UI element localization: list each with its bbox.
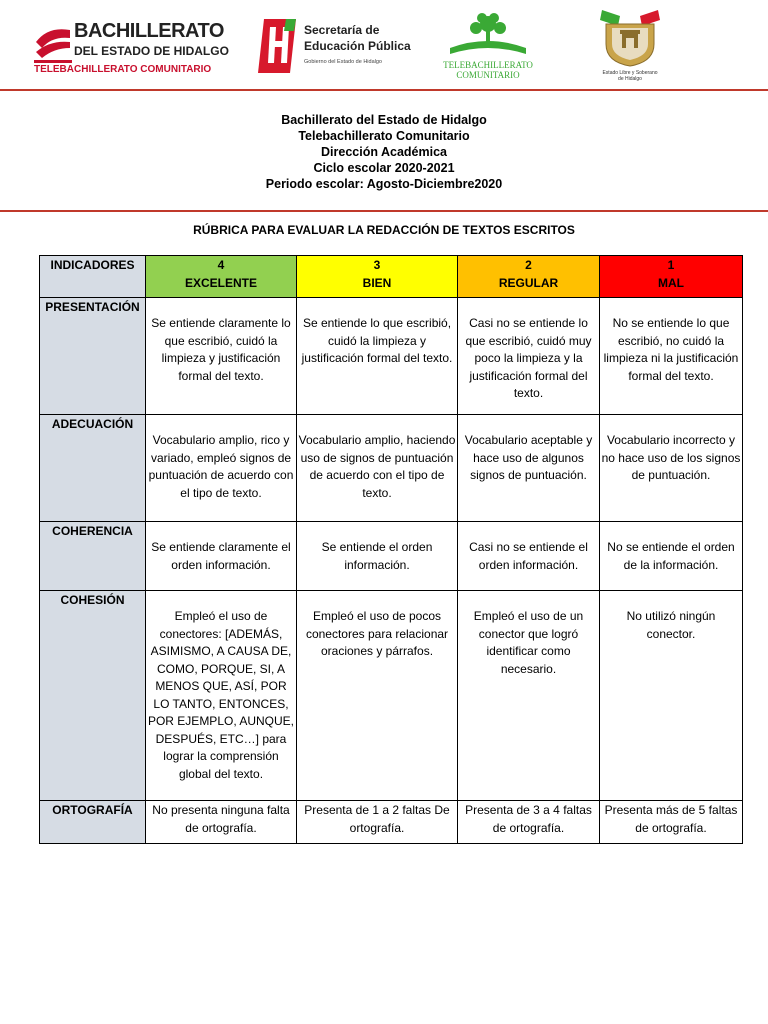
indicator-coherencia: COHERENCIA [40, 522, 146, 591]
criterion-text: Casi no se entiende lo que escribió, cuidó muy poco la limpieza y la justificación formal del texto. [465, 316, 592, 400]
indicator-adecuacion: ADECUACIÓN [40, 415, 146, 522]
header-line-subsystem: Telebachillerato Comunitario [298, 129, 470, 143]
tbc-line1: TELEBACHILLERATO [443, 60, 533, 70]
bachillerato-line3: TELEBACHILLERATO COMUNITARIO [34, 64, 212, 75]
sep-h-emblem-icon [256, 17, 298, 75]
escudo-caption1: Estado Libre y Soberano [602, 70, 658, 76]
criterion-cell [146, 801, 297, 844]
criterion-text: Empleó el uso de un conector que logró identificar como necesario. [473, 609, 584, 676]
criterion-cell [600, 591, 743, 801]
header-divider-top [0, 89, 768, 91]
rubric-table [39, 255, 743, 844]
rubric-row-cohesion [40, 591, 743, 801]
indicator-ortografia: ORTOGRAFÍA [40, 801, 146, 844]
coat-of-arms-icon [592, 6, 668, 68]
indicator-cohesion: COHESIÓN [40, 591, 146, 801]
criterion-cell [600, 415, 743, 522]
tbc-logo [442, 12, 534, 82]
criterion-text: No utilizó ningún conector. [626, 609, 716, 641]
level-label: BIEN [362, 275, 392, 290]
criterion-cell [146, 522, 297, 591]
criterion-cell [458, 591, 600, 801]
header-line-direction: Dirección Académica [321, 145, 447, 159]
criterion-cell [458, 522, 600, 591]
rubric-row-presentacion [40, 298, 743, 415]
rubric-header-row [40, 256, 743, 298]
criterion-text: Se entiende claramente el orden información. [151, 540, 291, 572]
criterion-cell [458, 298, 600, 415]
header-line-period: Periodo escolar: Agosto-Diciembre2020 [265, 177, 503, 191]
sep-line2: Educación Pública [304, 39, 411, 53]
indicator-presentacion: PRESENTACIÓN [40, 298, 146, 415]
level-header-regular [458, 256, 600, 298]
criterion-text: Se entiende claramente lo que escribió, cuidó la limpieza y justificación formal del texto. [151, 316, 291, 383]
bachillerato-line2: DEL ESTADO DE HIDALGO [74, 44, 229, 58]
level-score: 4 [217, 258, 225, 272]
logo-bar [0, 0, 768, 88]
rubric-row-adecuacion [40, 415, 743, 522]
criterion-cell [600, 522, 743, 591]
criterion-text: Se entiende el orden información. [321, 540, 433, 572]
criterion-text: Vocabulario amplio, haciendo uso de signos de puntuación de acuerdo con el tipo de texto. [298, 433, 456, 500]
criterion-text: No presenta ninguna falta de ortografía. [152, 803, 290, 835]
criterion-text: Presenta de 1 a 2 faltas De ortografía. [304, 803, 450, 835]
institution-header [0, 112, 768, 192]
criterion-text: Empleó el uso de pocos conectores para relacionar oraciones y párrafos. [305, 609, 449, 658]
criterion-cell [458, 801, 600, 844]
sep-line3: Gobierno del Estado de Hidalgo [304, 59, 382, 65]
criterion-text: No se entiende el orden de la información. [607, 540, 735, 572]
level-label: REGULAR [498, 275, 559, 290]
rubric-row-coherencia [40, 522, 743, 591]
level-score: 2 [525, 258, 532, 272]
level-score: 1 [667, 258, 675, 272]
sep-logo [256, 17, 411, 79]
criterion-cell [458, 415, 600, 522]
tbc-line2: COMUNITARIO [456, 70, 520, 80]
criterion-text: No se entiende lo que escribió, no cuidó la limpieza ni la justificación formal del texto. [603, 316, 739, 383]
level-label: MAL [658, 275, 684, 290]
level-label: EXCELENTE [184, 275, 257, 290]
criterion-text: Vocabulario incorrecto y no hace uso de los signos de puntuación. [601, 433, 741, 482]
criterion-cell [146, 591, 297, 801]
criterion-text: Empleó el uso de conectores: [ADEMÁS, ASIMISMO, A CAUSA DE, COMO, PORQUE, SI, A MENOS QUE, ASÍ, POR LO TANTO, ENTONCES, POR EJEMPLO, AUNQUE, DESPUÉS, ETC…] para lograr la comprensión global del texto. [147, 609, 295, 781]
criterion-cell [297, 591, 458, 801]
criterion-text: Presenta más de 5 faltas de ortografía. [604, 803, 738, 835]
criterion-text: Se entiende lo que escribió, cuidó la limpieza y justificación formal del texto. [301, 316, 453, 365]
criterion-cell [297, 522, 458, 591]
tree-book-icon [442, 12, 534, 58]
bachillerato-logo [34, 18, 229, 80]
document-title: RÚBRICA PARA EVALUAR LA REDACCIÓN DE TEXTOS ESCRITOS [193, 223, 575, 237]
level-header-mal [600, 256, 743, 298]
header-line-institution: Bachillerato del Estado de Hidalgo [281, 113, 487, 127]
criterion-cell [146, 298, 297, 415]
level-header-excelente [146, 256, 297, 298]
criterion-text: Vocabulario aceptable y hace uso de algunos signos de puntuación. [464, 433, 593, 482]
indicators-header: INDICADORES [40, 256, 146, 298]
criterion-text: Presenta de 3 a 4 faltas de ortografía. [465, 803, 592, 835]
criterion-text: Casi no se entiende el orden información. [469, 540, 588, 572]
sep-line1: Secretaría de [304, 23, 380, 37]
escudo-hidalgo-logo [592, 6, 668, 86]
criterion-cell [297, 415, 458, 522]
criterion-cell [600, 298, 743, 415]
level-score: 3 [373, 258, 381, 272]
criterion-cell [146, 415, 297, 522]
rubric-row-ortografia [40, 801, 743, 844]
criterion-cell [600, 801, 743, 844]
header-line-school-cycle: Ciclo escolar 2020-2021 [313, 161, 455, 175]
escudo-caption2: de Hidalgo [618, 76, 642, 82]
bachillerato-line1: BACHILLERATO [74, 20, 224, 42]
criterion-cell [297, 298, 458, 415]
criterion-text: Vocabulario amplio, rico y variado, empleó signos de puntuación de acuerdo con el tipo de texto. [148, 433, 294, 500]
criterion-cell [297, 801, 458, 844]
header-divider-bottom [0, 210, 768, 212]
level-header-bien [297, 256, 458, 298]
